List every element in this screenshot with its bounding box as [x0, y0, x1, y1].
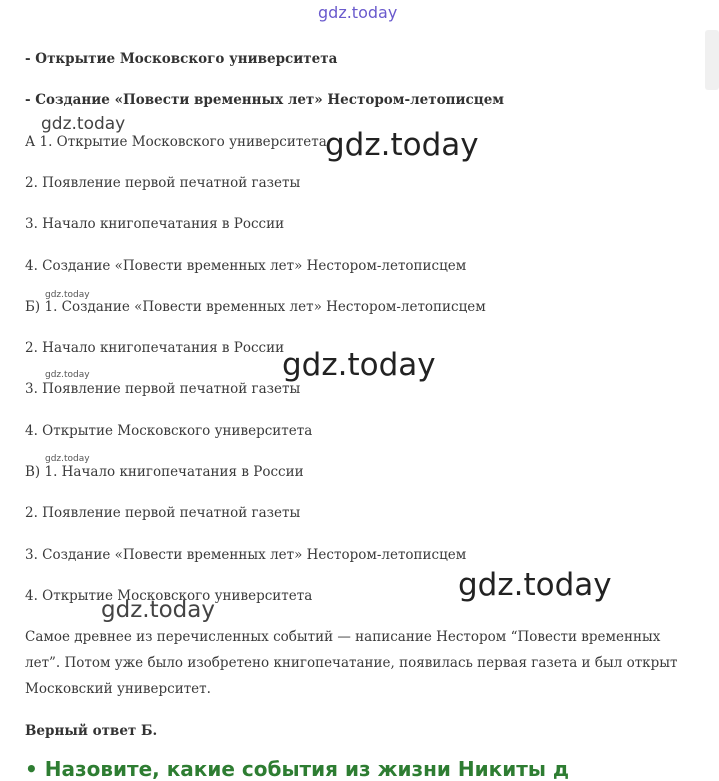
variant-a-item: 3. Начало книгопечатания в России — [25, 216, 285, 232]
watermark: gdz.today — [458, 567, 612, 603]
variant-b-item: 2. Начало книгопечатания в России — [25, 340, 285, 356]
variant-a-item: 2. Появление первой печатной газеты — [25, 175, 301, 191]
watermark: gdz.today — [45, 454, 90, 464]
watermark: gdz.today — [45, 290, 90, 300]
variant-a-item: А 1. Открытие Московского университета — [25, 134, 327, 150]
watermark: gdz.today — [101, 597, 215, 623]
option-line: - Открытие Московского университета — [25, 51, 338, 67]
next-question-heading: • Назовите, какие события из жизни Никиты д — [25, 757, 570, 781]
watermark: gdz.today — [325, 127, 479, 163]
answer-text: Верный ответ Б. — [25, 723, 158, 739]
variant-c-item: 2. Появление первой печатной газеты — [25, 505, 301, 521]
variant-b-item: 3. Появление первой печатной газеты — [25, 381, 301, 397]
variant-c-item: В) 1. Начало книгопечатания в России — [25, 464, 304, 480]
option-line: - Создание «Повести временных лет» Нестором-летописцем — [25, 92, 505, 108]
watermark: gdz.today — [41, 114, 126, 134]
variant-c-item: 4. Открытие Московского университета — [25, 588, 313, 604]
variant-a-item: 4. Создание «Повести временных лет» Нестором-летописцем — [25, 258, 467, 274]
explanation-paragraph: Самое древнее из перечисленных событий — написание Нестором “Повести временных лет”. Потом уже было изобретено книгопечатание, появилась первая газета и был открыт Московский университет. — [25, 629, 678, 697]
scrollbar[interactable] — [705, 30, 719, 90]
watermark-top: gdz.today — [318, 3, 398, 22]
variant-b-item: Б) 1. Создание «Повести временных лет» Нестором-летописцем — [25, 299, 486, 315]
watermark: gdz.today — [282, 347, 436, 383]
watermark: gdz.today — [45, 370, 90, 380]
variant-b-item: 4. Открытие Московского университета — [25, 423, 313, 439]
variant-c-item: 3. Создание «Повести временных лет» Нестором-летописцем — [25, 547, 467, 563]
